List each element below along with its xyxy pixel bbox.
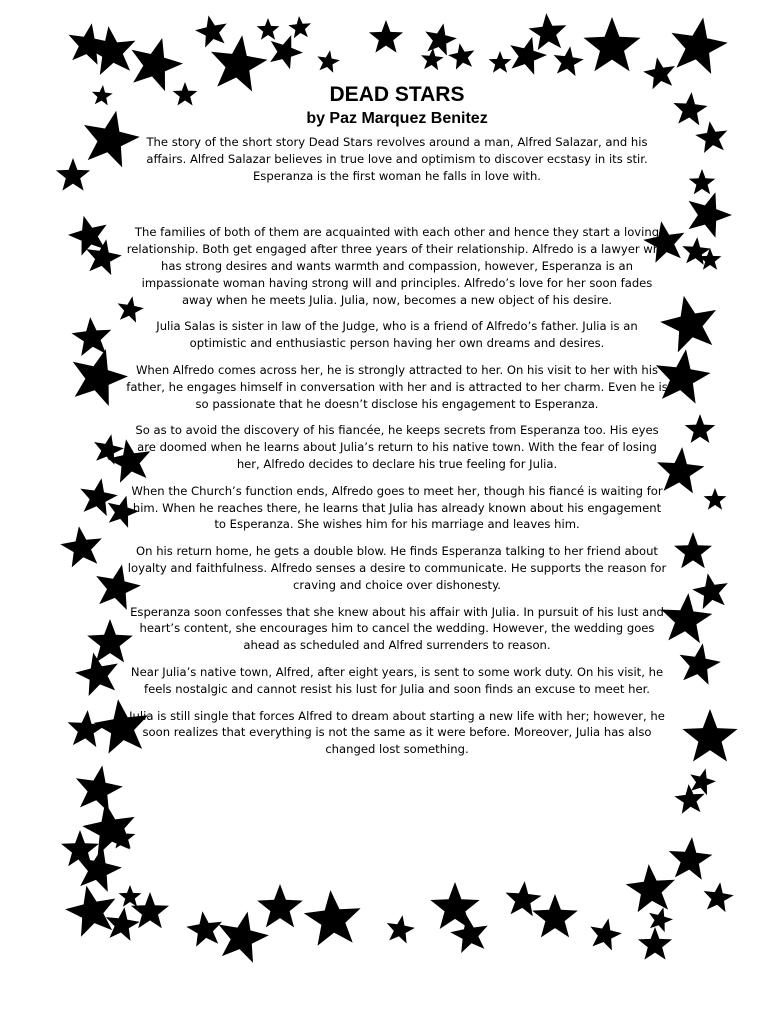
star-icon	[56, 158, 90, 191]
star-icon	[75, 653, 118, 697]
document-title: DEAD STARS	[329, 83, 465, 106]
star-icon	[682, 709, 737, 762]
paragraph-8: Esperanza soon confesses that she knew about his affair with Julia. In pursuit of his lust and heart’s content, she encourages him to cancel the wedding. However, the wedding goes ahead as scheduled and Alfred surrenders to reason.	[130, 604, 664, 653]
star-icon	[649, 907, 673, 932]
star-icon	[450, 915, 488, 953]
star-icon	[689, 192, 732, 238]
star-icon	[430, 882, 479, 929]
star-icon	[73, 349, 128, 406]
star-icon	[317, 50, 340, 73]
star-icon	[704, 882, 734, 912]
paragraph-6: When the Church’s function ends, Alfredo goes to meet her, though his fiancé is waiting for him. When he reaches there, he learns that Julia has already known about his engagement to Esperanza. She wishes him for his marriage and leaves him.	[131, 483, 663, 532]
star-icon	[387, 915, 415, 943]
star-icon	[704, 488, 727, 510]
star-icon	[92, 85, 113, 105]
star-icon	[425, 23, 457, 55]
star-icon	[65, 886, 115, 937]
star-icon	[80, 478, 118, 516]
star-icon	[692, 573, 728, 609]
star-icon	[60, 526, 102, 567]
star-icon	[672, 18, 728, 75]
star-icon	[270, 35, 303, 69]
star-icon	[106, 907, 140, 941]
paragraph-9: Near Julia’s native town, Alfred, after eight years, is sent to some work duty. On his visit, he feels nostalgic and cannot resist his lust for Julia and soon finds an excuse to meet her.	[130, 664, 664, 696]
star-icon	[529, 13, 567, 50]
star-icon	[448, 43, 474, 69]
paragraph-7: On his return home, he gets a double blow. He finds Esperanza talking to her friend about loyalty and faithfulness. Alfredo senses a desire to communicate. He supports the reason for craving and choice over dishonesty.	[127, 544, 667, 592]
star-icon	[638, 927, 672, 960]
document-byline: by Paz Marquez Benitez	[306, 110, 488, 127]
star-icon	[421, 48, 444, 70]
star-icon	[257, 884, 303, 927]
star-icon	[690, 769, 716, 796]
paragraph-5: So as to avoid the discovery of his fiancée, he keeps secrets from Esperanza too. His eyes are doomed when he learns about Julia’s return to his native town. With the fear of losing her, Alfredo decides to declare his true feeling for Julia.	[135, 423, 659, 471]
paragraph-1: The story of the short story Dead Stars revolves around a man, Alfred Salazar, and his affairs. Alfred Salazar believes in true love and optimism to discover ecstasy in its stir. Esperanza is the first woman he falls in love with.	[146, 135, 648, 183]
star-icon	[304, 890, 361, 946]
star-icon	[219, 912, 269, 963]
star-icon	[195, 15, 227, 47]
star-icon	[695, 121, 727, 153]
document-body	[126, 82, 668, 768]
paragraph-10: Julia is still single that forces Alfred to dream about starting a new life with her; however, he soon realizes that everything is not the same as it were before. Moreover, Julia has also changed lost something.	[129, 708, 665, 757]
star-icon	[584, 17, 641, 71]
star-icon	[119, 885, 142, 907]
paragraph-4: When Alfredo comes across her, he is strongly attracted to her. On his visit to her with his father, he engages himself in conversation with her and is attracted to her charm. Even he is so passionate that he doesn’t disclose his engagement to Esperanza.	[126, 362, 668, 411]
star-icon	[288, 16, 311, 38]
star-icon	[554, 46, 584, 76]
star-icon	[685, 414, 715, 443]
star-icon	[76, 765, 123, 812]
star-icon	[626, 864, 675, 912]
star-icon	[590, 918, 622, 950]
star-icon	[86, 26, 135, 75]
star-icon	[257, 18, 280, 40]
star-icon	[489, 51, 512, 73]
star-icon	[674, 784, 704, 814]
star-icon	[669, 837, 713, 880]
star-icon	[86, 239, 122, 275]
star-icon	[689, 169, 716, 194]
star-icon	[186, 911, 222, 947]
paragraph-2: The families of both of them are acquainted with each other and hence they start a loving relationship. Both get engaged after three years of their relationship. Alfredo is a lawyer who has strong desires and wants warmth and compassion, however, Esperanza is an impassionate woman having strong will and principles. Alfredo’s love for her soon fades away when he meets Julia. Julia, now, becomes a new object of his desire.	[126, 225, 668, 307]
star-icon	[660, 296, 716, 353]
star-icon	[680, 643, 721, 685]
paragraph-3: Julia Salas is sister in law of the Judge, who is a friend of Alfredo’s father. Julia is an optimistic and enthusiastic person having her own dreams and desires.	[156, 319, 638, 351]
star-icon	[68, 710, 106, 747]
star-icon	[674, 532, 712, 568]
star-icon	[673, 92, 707, 125]
star-icon	[369, 20, 403, 53]
star-icon	[532, 894, 578, 937]
